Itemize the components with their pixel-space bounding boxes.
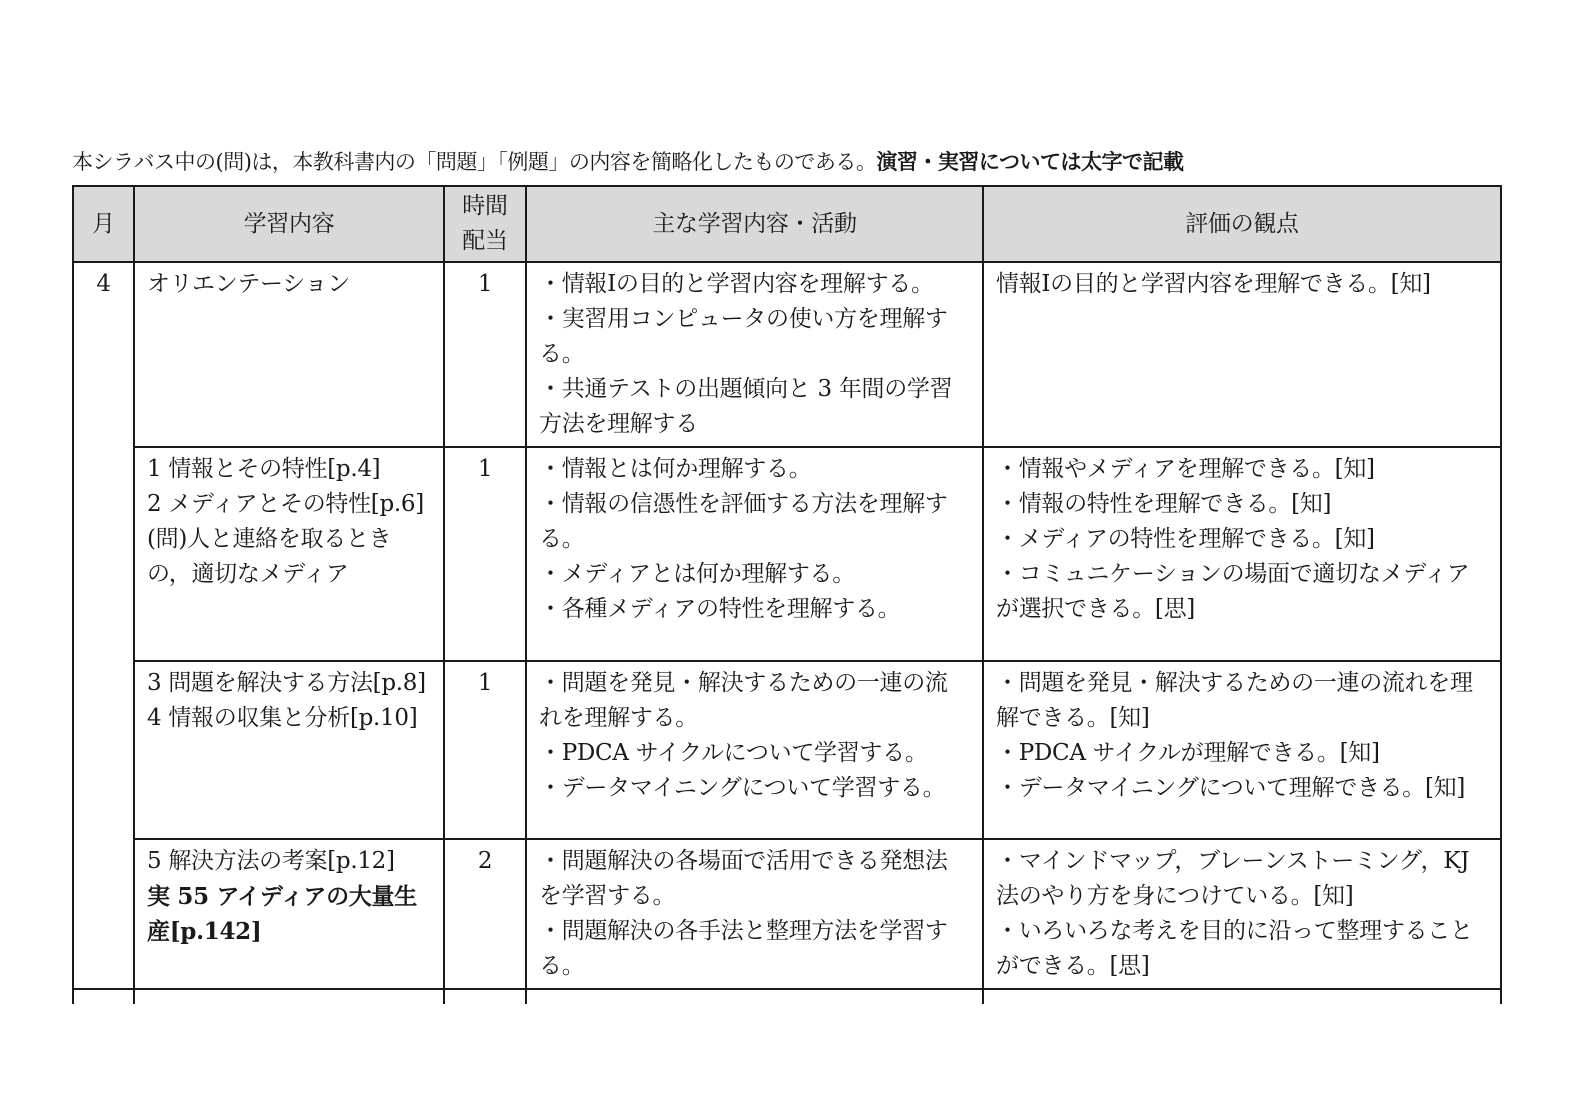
activity-line: ・共通テストの出題傾向と 3 年間の学習方法を理解する [539, 376, 953, 437]
evaluation-line: ・問題を発見・解決するための一連の流れを理解できる。[知] [996, 670, 1473, 731]
continuation-cell [444, 989, 526, 1004]
evaluation-line: 情報Ⅰの目的と学習内容を理解できる。[知] [996, 271, 1431, 297]
evaluation-line: ・いろいろな考えを目的に沿って整理することができる。[思] [996, 918, 1473, 979]
header-hours-line2: 配当 [462, 228, 508, 254]
header-month: 月 [73, 186, 134, 262]
hours-cell: 1 [444, 447, 526, 661]
header-evaluation: 評価の観点 [983, 186, 1501, 262]
table-row [73, 661, 1501, 839]
continuation-row [73, 989, 1501, 1004]
activities-cell [526, 447, 983, 661]
header-content: 学習内容 [134, 186, 444, 262]
activity-line: ・各種メディアの特性を理解する。 [539, 596, 901, 622]
syllabus-table [72, 185, 1502, 1004]
hours-cell: 1 [444, 661, 526, 839]
activity-line: ・問題を発見・解決するための一連の流れを理解する。 [539, 670, 948, 731]
continuation-cell [134, 989, 444, 1004]
evaluation-line: ・情報やメディアを理解できる。[知] [996, 456, 1375, 482]
evaluation-cell [983, 839, 1501, 989]
content-line: 5 解決方法の考案[p.12] [147, 848, 395, 874]
table-row [73, 839, 1501, 989]
header-hours-line1: 時間 [462, 193, 508, 219]
header-row [73, 186, 1501, 262]
syllabus-note [72, 146, 1183, 176]
evaluation-line: ・データマイニングについて理解できる。[知] [996, 775, 1466, 801]
activity-line: ・PDCA サイクルについて学習する。 [539, 740, 928, 766]
month-cell [73, 661, 134, 839]
month-cell: 4 [73, 262, 134, 447]
evaluation-cell [983, 262, 1501, 447]
content-bold-line: 実 55 アイディアの大量生産[p.142] [147, 883, 417, 945]
header-hours [444, 186, 526, 262]
activity-line: ・情報の信憑性を評価する方法を理解する。 [539, 491, 948, 552]
hours-cell: 1 [444, 262, 526, 447]
content-line: 3 問題を解決する方法[p.8] [147, 670, 426, 696]
evaluation-cell [983, 447, 1501, 661]
content-line: (問)人と連絡を取るときの，適切なメディア [147, 526, 392, 587]
continuation-cell [983, 989, 1501, 1004]
evaluation-cell [983, 661, 1501, 839]
activities-cell [526, 262, 983, 447]
content-line: 1 情報とその特性[p.4] [147, 456, 381, 482]
content-cell [134, 839, 444, 989]
evaluation-line: ・マインドマップ，ブレーンストーミング，KJ 法のやり方を身につけている。[知] [996, 848, 1470, 909]
activity-line: ・問題解決の各手法と整理方法を学習する。 [539, 918, 948, 979]
note-bold-text: 演習・実習については太字で記載 [876, 149, 1184, 174]
continuation-cell [526, 989, 983, 1004]
content-cell [134, 262, 444, 447]
activity-line: ・問題解決の各場面で活用できる発想法を学習する。 [539, 848, 948, 909]
activity-line: ・実習用コンピュータの使い方を理解する。 [539, 306, 948, 367]
content-line: 2 メディアとその特性[p.6] [147, 491, 424, 517]
content-cell [134, 661, 444, 839]
activity-line: ・データマイニングについて学習する。 [539, 775, 946, 801]
content-line: オリエンテーション [147, 271, 350, 297]
evaluation-line: ・情報の特性を理解できる。[知] [996, 491, 1332, 517]
table-body [73, 262, 1501, 1004]
content-line: 4 情報の収集と分析[p.10] [147, 705, 418, 731]
content-cell [134, 447, 444, 661]
header-activities: 主な学習内容・活動 [526, 186, 983, 262]
activity-line: ・メディアとは何か理解する。 [539, 561, 855, 587]
table-row [73, 447, 1501, 661]
activity-line: ・情報とは何か理解する。 [539, 456, 812, 482]
note-text: 本シラバス中の(問)は，本教科書内の「問題」「例題」の内容を簡略化したものである。 [72, 150, 877, 174]
month-cell [73, 447, 134, 661]
activity-line: ・情報Ⅰの目的と学習内容を理解する。 [539, 271, 934, 297]
activities-cell [526, 661, 983, 839]
evaluation-line: ・PDCA サイクルが理解できる。[知] [996, 740, 1380, 766]
table-row [73, 262, 1501, 447]
evaluation-line: ・メディアの特性を理解できる。[知] [996, 526, 1375, 552]
month-cell [73, 839, 134, 989]
activities-cell [526, 839, 983, 989]
evaluation-line: ・コミュニケーションの場面で適切なメディアが選択できる。[思] [996, 561, 1470, 622]
hours-cell: 2 [444, 839, 526, 989]
continuation-cell [73, 989, 134, 1004]
